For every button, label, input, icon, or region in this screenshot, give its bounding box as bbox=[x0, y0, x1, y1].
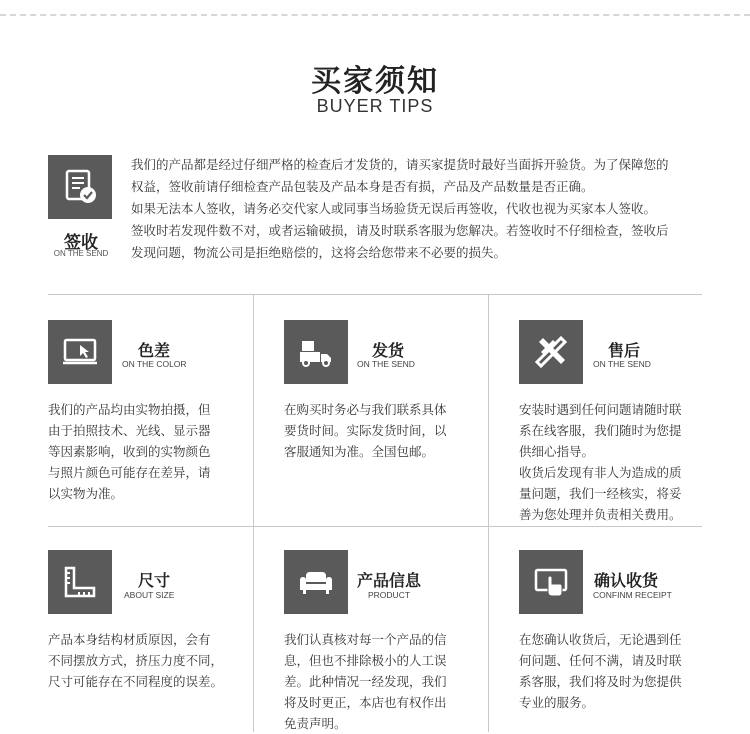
sign-text-line: 如果无法本人签收，请务必交代家人或同事当场验货无误后再签收，代收也视为买家本人签收。 bbox=[131, 201, 657, 216]
cell-text-line: 收货后发现有非人为造成的质 bbox=[519, 465, 682, 480]
cell-text-line: 以实物为准。 bbox=[48, 486, 124, 501]
grid-divider bbox=[48, 526, 702, 527]
page-title: 买家须知 bbox=[311, 64, 439, 99]
cell-text-line: 在您确认收货后，无论遇到任 bbox=[519, 632, 682, 647]
cell-subtitle-color: ON THE COLOR bbox=[122, 359, 187, 369]
cell-text-line: 何问题、任何不满，请及时联 bbox=[519, 653, 682, 668]
cell-text-line: 由于拍照技术、光线、显示器 bbox=[48, 423, 211, 438]
cell-text-line: 善为您处理并负责相关费用。 bbox=[519, 507, 682, 522]
sign-text-line: 签收时若发现件数不对，或者运输破损，请及时联系客服为您解决。若签收时不仔细检查，签收后 bbox=[131, 223, 669, 238]
cell-text-line: 产品本身结构材质原因，会有 bbox=[48, 632, 211, 647]
cell-title-product: 产品信息 bbox=[357, 571, 422, 590]
cell-title-delivery: 发货 bbox=[372, 341, 405, 360]
cell-subtitle-delivery: ON THE SEND bbox=[357, 359, 415, 369]
page-subtitle: BUYER TIPS bbox=[316, 96, 434, 116]
sign-text-line: 权益，签收前请仔细检查产品包装及产品本身是否有损，产品及产品数量是否正确。 bbox=[131, 179, 594, 194]
cell-text-color bbox=[48, 399, 226, 504]
cell-text-line: 客服通知为准。全国包邮。 bbox=[284, 444, 435, 459]
cell-text-line: 差。此种情况一经发现，我们 bbox=[284, 674, 447, 689]
cell-title-size: 尺寸 bbox=[138, 571, 171, 590]
cell-text-line: 我们认真核对每一个产品的信 bbox=[284, 632, 447, 647]
sign-text-line: 我们的产品都是经过仔细严格的检查后才发货的，请买家提货时最好当面拆开验货。为了保障您的 bbox=[131, 157, 669, 172]
cell-text-line: 在购买时务必与我们联系具体 bbox=[284, 402, 447, 417]
top-dashed-divider bbox=[0, 14, 750, 16]
grid-divider bbox=[48, 294, 702, 295]
grid-divider bbox=[488, 294, 489, 732]
cell-text-line: 等因素影响，收到的实物颜色 bbox=[48, 444, 211, 459]
sign-section-subtitle: ON THE SEND bbox=[53, 249, 109, 258]
cell-text-size bbox=[48, 629, 226, 692]
cell-subtitle-aftersale: ON THE SEND bbox=[593, 359, 651, 369]
cell-text-line: 免责声明。 bbox=[284, 716, 347, 731]
ruler-icon bbox=[48, 550, 112, 614]
sign-text-line: 发现问题，物流公司是拒绝赔偿的，这将会给您带来不必要的损失。 bbox=[131, 245, 507, 260]
cell-subtitle-confirm: CONFINM RECEIPT bbox=[593, 590, 672, 600]
cell-text-line: 不同摆放方式，挤压力度不同， bbox=[48, 653, 224, 668]
cell-text-line: 量问题，我们一经核实，将妥 bbox=[519, 486, 682, 501]
cell-text-line: 将及时更正，本店也有权作出 bbox=[284, 695, 447, 710]
grid-divider bbox=[253, 294, 254, 732]
document-check-icon bbox=[48, 155, 112, 219]
sofa-icon bbox=[284, 550, 348, 614]
touch-screen-icon bbox=[519, 550, 583, 614]
cell-text-delivery bbox=[284, 399, 462, 462]
tools-icon bbox=[519, 320, 583, 384]
cell-text-line: 安装时遇到任何问题请随时联 bbox=[519, 402, 682, 417]
cell-text-line: 息，但也不排除极小的人工误 bbox=[284, 653, 447, 668]
delivery-truck-icon bbox=[284, 320, 348, 384]
cell-text-line: 我们的产品均由实物拍摄，但 bbox=[48, 402, 211, 417]
cell-text-line: 专业的服务。 bbox=[519, 695, 595, 710]
cell-text-line: 系在线客服，我们随时为您提 bbox=[519, 423, 682, 438]
cell-text-line: 与照片颜色可能存在差异，请 bbox=[48, 465, 211, 480]
cell-text-line: 尺寸可能存在不同程度的误差。 bbox=[48, 674, 224, 689]
monitor-cursor-icon bbox=[48, 320, 112, 384]
cell-text-confirm bbox=[519, 629, 697, 713]
cell-text-product bbox=[284, 629, 462, 734]
cell-text-line: 要货时间。实际发货时间，以 bbox=[284, 423, 447, 438]
cell-subtitle-product: PRODUCT bbox=[368, 590, 411, 600]
cell-text-line: 系客服，我们将及时为您提供 bbox=[519, 674, 682, 689]
cell-title-confirm: 确认收货 bbox=[594, 571, 659, 590]
cell-title-aftersale: 售后 bbox=[608, 341, 641, 360]
cell-subtitle-size: ABOUT SIZE bbox=[124, 590, 175, 600]
cell-text-line: 供细心指导。 bbox=[519, 444, 595, 459]
sign-section-text bbox=[131, 154, 701, 264]
cell-text-aftersale bbox=[519, 399, 697, 525]
sign-section-title: 签收 bbox=[64, 233, 98, 253]
cell-title-color: 色差 bbox=[138, 341, 171, 360]
